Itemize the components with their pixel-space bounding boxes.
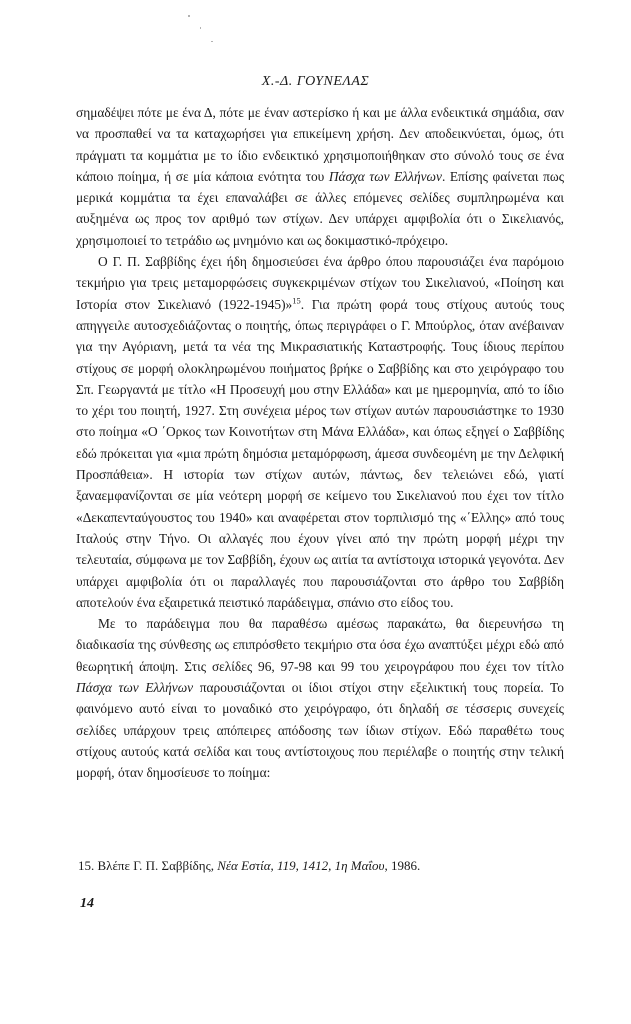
paragraph-3-text: παρουσιάζονται οι ίδιοι στίχοι στην εξελικτική τους πορεία. Το φαινόμενο αυτό είναι το μοναδικό στο χειρόγραφο, ότι δηλαδή σε τέσσερις συνεχείς σελίδες υπάρχουν τρεις απόπειρες απόδοσης των ίδιων στίχων. Εδώ παραθέτω τους στίχους αυτούς κατά σελίδα και τους αντίστοιχους που περιέλαβε ο ποιητής στην τελική μορφή, όταν δημοσίευσε το ποίημα: [76, 680, 565, 781]
body-text [76, 102, 564, 784]
footnote [78, 857, 564, 875]
paragraph-1 [76, 102, 564, 251]
work-title: Πάσχα των Ελλήνων [328, 168, 442, 184]
footnote-reference[interactable]: 15 [292, 295, 301, 306]
footnote-number: 15. [78, 858, 95, 873]
footnote-lead: Βλέπε Γ. Π. Σαββίδης, [94, 858, 218, 873]
footnote-source: Νέα Εστία, 119, 1412, 1η Μαΐου [217, 858, 385, 873]
paragraph-1-text: . Επίσης φαίνεται πως μερικά κομμάτια τα έχει επαναλάβει σε άλλες επόμενες σελίδες συμπληρωμένα και αυξημένα ως προς τον αριθμό των στίχων. Δεν υπάρχει αμφιβολία ότι ο Σικελιανός, χρησιμοποιεί το τετράδιο ως μνημόνιο και ως δοκιμαστικό-πρόχειρο. [76, 168, 564, 248]
paragraph-2-text: . Για πρώτη φορά τους στίχους αυτούς τους απηγγειλε αυτοσχεδιάζοντας ο ποιητής, όπως περιγράφει ο Γ. Μπούρλος, όταν ανέβαιναν για την Αγόριανη, μετά τα νέα της Μικρασιατικής Καταστροφής. Τους ίδιους περίπου στίχους σε μορφή ολοκληρωμένου ποιήματος βρήκε ο Σαββίδης και στο χειρόγραφο του Σπ. Γεωργαντά με τίτλο «Η Προσευχή μου στην Ελλάδα» και με ημερομηνία, από το ίδιο το χέρι του ποιητή, 1927. Στη συνέχεια μέρος των στίχων αυτών παρουσιάστηκε το 1930 στο ποίημα «Ο ΄Ορκος των Κοινοτήτων στη Μάνα Ελλάδα», και όπως εξηγεί ο Σαββίδης εδώ πρόκειται για «μια πρώτη δημόσια μεταμόρφωση, άμεσα συνδεομένη με την Δελφική Προσπάθεια». Η ιστορία των στίχων αυτών, πάντως, δεν τελειώνει εδώ, γιατί ξαναεμφανίζονται σε μία νεότερη μορφή σε κείμενο του Σικελιανού που έχει τον τίτλο «Δεκαπενταύγουστος του 1940» και αναφέρεται στον τορπιλισμό της «΄Ελλης» από τους Ιταλούς στην Τήνο. Οι αλλαγές που έχουν γίνει από την πρώτη μορφή μέχρι την τελευταία, σύμφωνα με τον Σαββίδη, έχουν ως αιτία τα αντίστοιχα ιστορικά γεγονότα. Δεν υπάρχει αμφιβολία ότι οι παραλλαγές που παρουσιάζονται στο άρθρο του Σαββίδη αποτελούν ένα εξαιρετικά πειστικό παράδειγμα, σπάνιο στο είδος του. [76, 296, 565, 610]
paragraph-3 [76, 613, 564, 783]
scan-speck [188, 15, 190, 17]
paragraph-2-text: Ο Γ. Π. Σαββίδης έχει ήδη δημοσιεύσει ένα άρθρο όπου παρουσιάζει ένα παρόμοιο τεκμήριο για τρεις μεταμορφώσεις συγκεκριμένων στίχων του Σικελιανού, «Ποίηση και Ιστορία στον Σικελιανό (1922-1945)» [76, 254, 564, 312]
running-header: Χ.-Δ. ΓΟΥΝΕΛΑΣ [261, 74, 370, 89]
paragraph-3-text: Με το παράδειγμα που θα παραθέσω αμέσως παρακάτω, θα διερευνήσω τη διαδικασία της σύνθεσης ως επιπρόσθετο τεκμήριο στα όσα έχω αναπτύξει μέχρι εδώ από θεωρητική άποψη. Στις σελίδες 96, 97-98 και 99 του χειρογράφου που έχει τον τίτλο [76, 616, 564, 674]
footnote-tail: , 1986. [384, 858, 421, 873]
page-number: 14 [80, 896, 94, 911]
scan-speck [200, 27, 201, 29]
paragraph-2 [76, 251, 564, 613]
work-title: Πάσχα των Ελλήνων [76, 680, 194, 696]
paragraph-1-text: σημαδέψει πότε με ένα Δ, πότε με έναν αστερίσκο ή και με άλλα ενδεικτικά σημάδια, σαν να προσπαθεί να τα καταχωρήσει για επικείμενη χρήση. Δεν αποδεικνύεται, όμως, ότι πράγματι τα κομμάτια με το ίδιο ενδεικτικό χρησιμοποιήθηκαν στο σύνολό τους σε ένα κάποιο ποίημα, ή σε μία κάποια ενότητα του [76, 105, 564, 184]
scan-speck [211, 41, 213, 42]
